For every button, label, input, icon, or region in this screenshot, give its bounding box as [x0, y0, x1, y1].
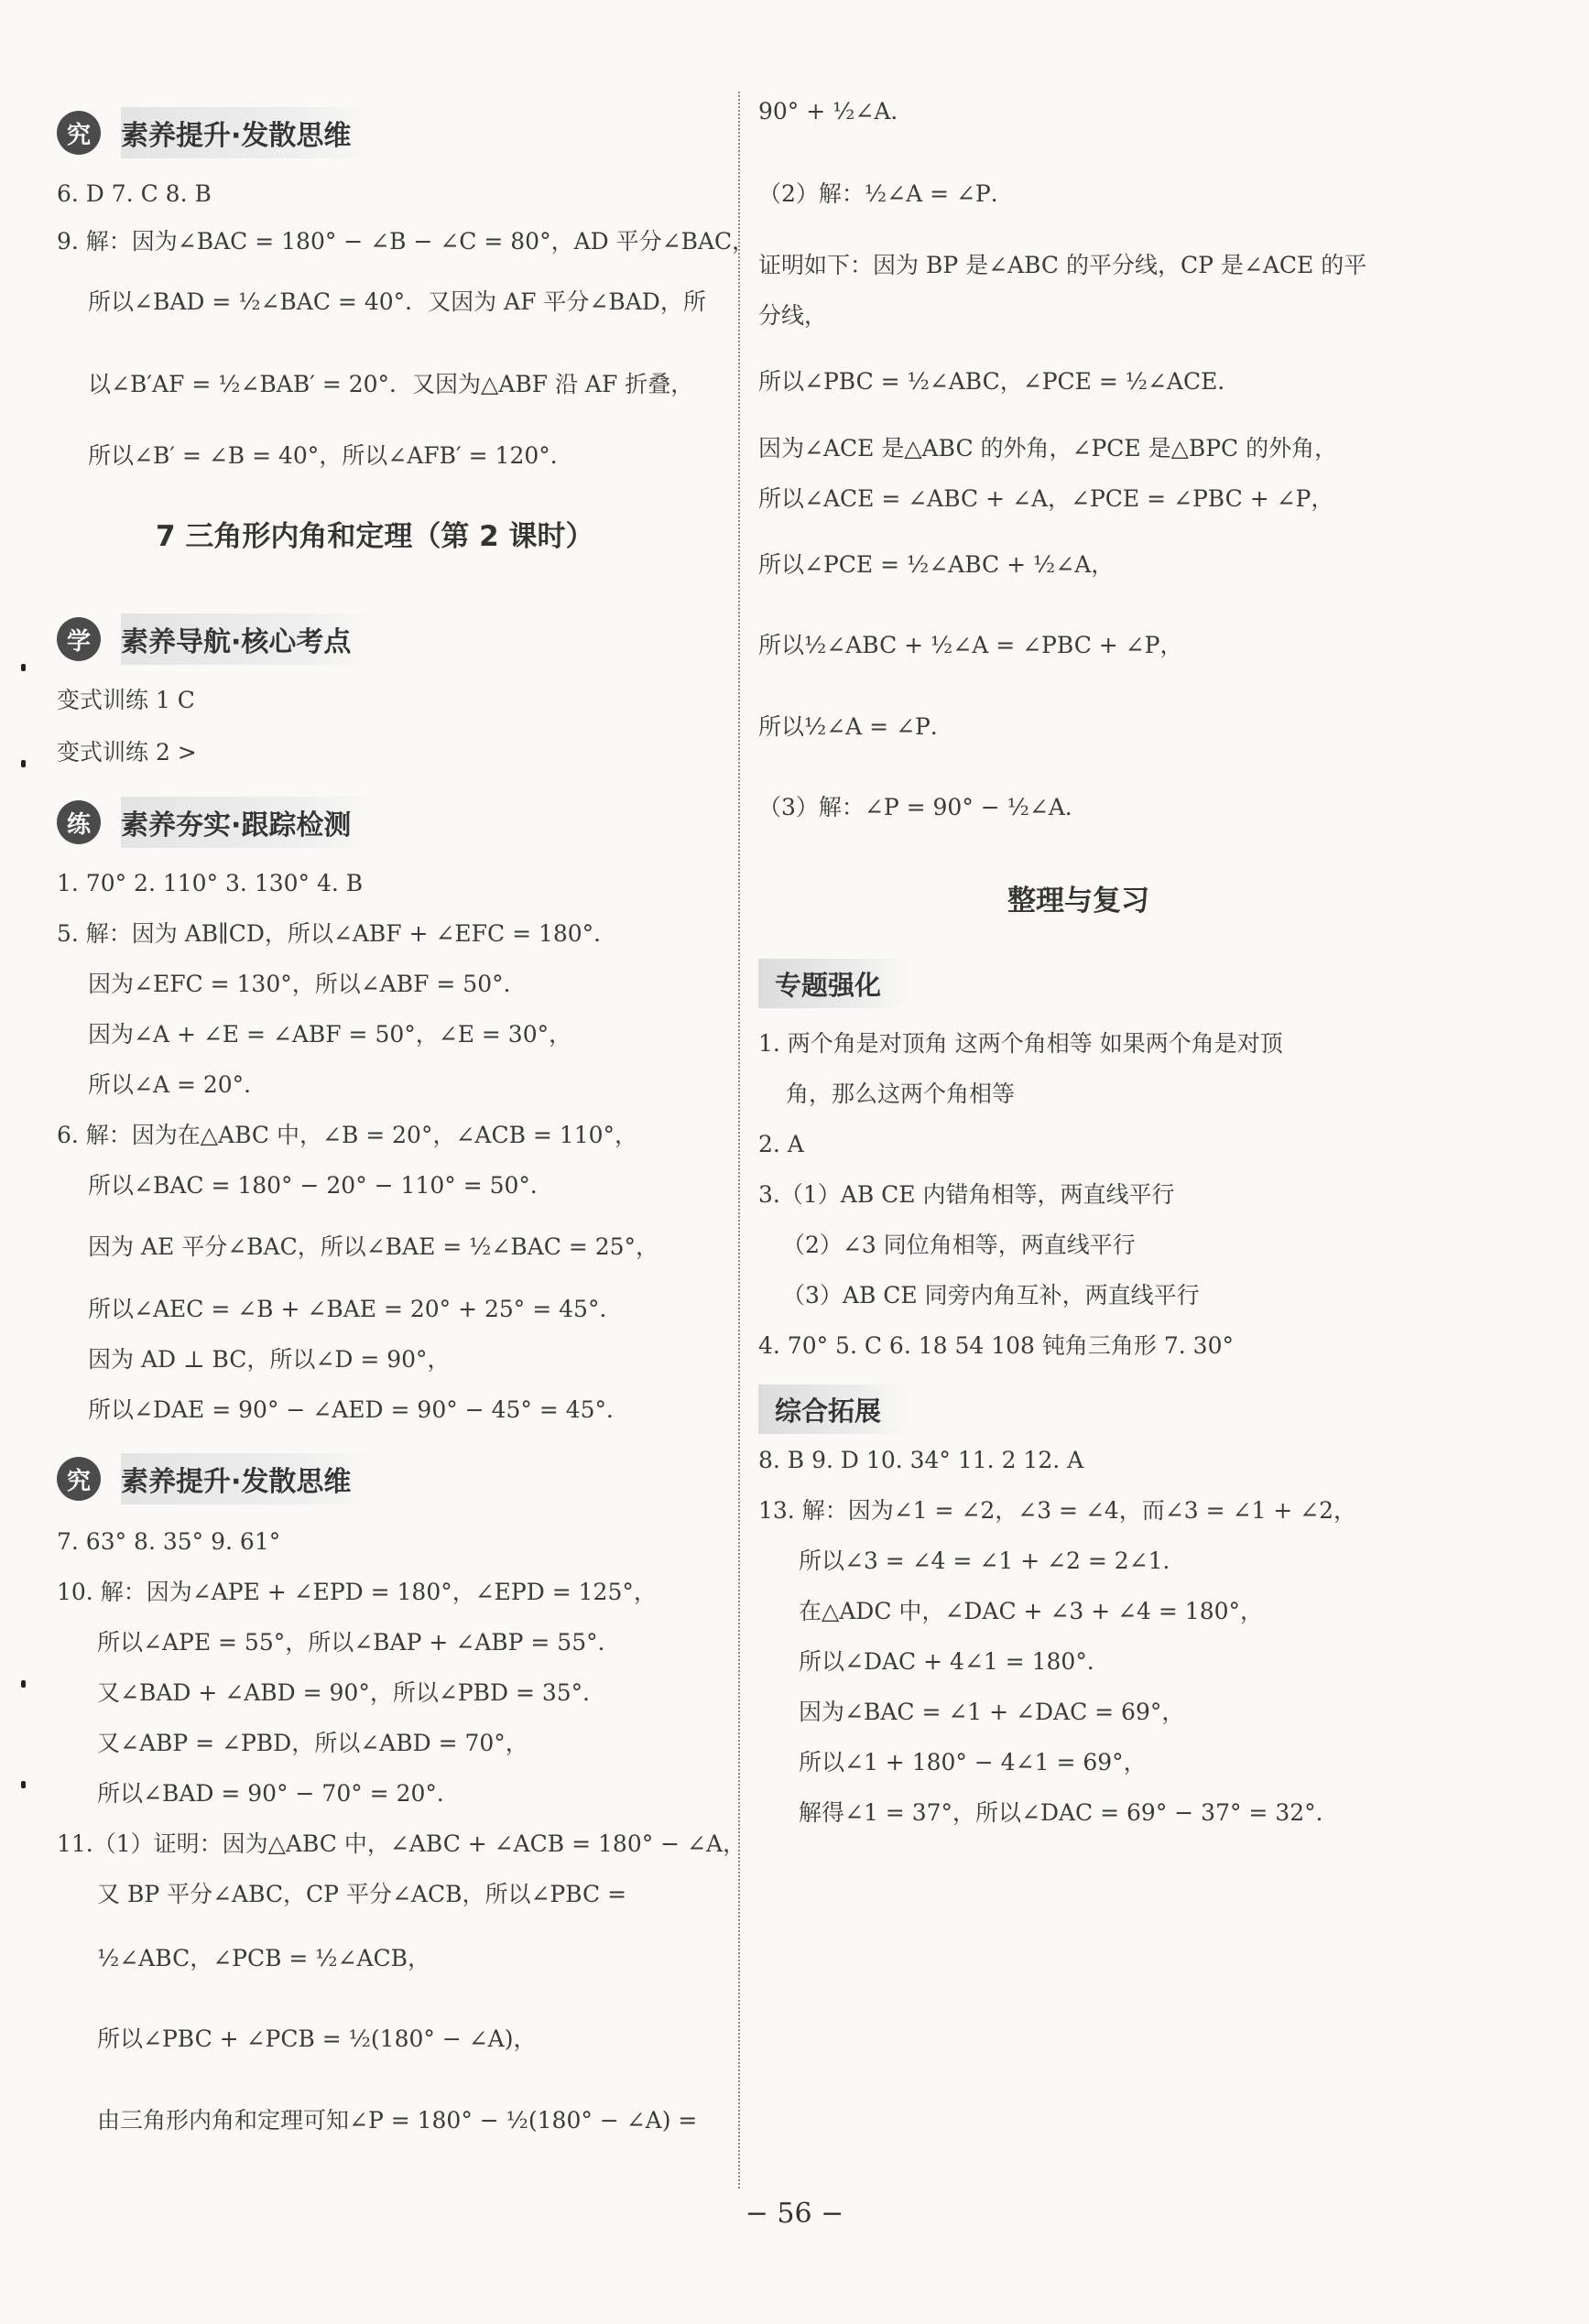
answer-line: （2）∠3 同位角相等，两直线平行	[782, 1232, 1136, 1258]
column-divider	[738, 92, 740, 2188]
scan-mark	[21, 664, 26, 671]
answer-line: 所以∠PBC = ½∠ABC，∠PCE = ½∠ACE．	[758, 368, 1241, 395]
answer-line: （3）解：∠P = 90° − ½∠A．	[758, 794, 1088, 820]
answer-line: 所以∠3 = ∠4 = ∠1 + ∠2 = 2∠1．	[799, 1548, 1186, 1574]
review-title: 整理与复习	[1007, 885, 1149, 918]
answer-line: 因为 AE 平分∠BAC，所以∠BAE = ½∠BAC = 25°，	[88, 1233, 659, 1260]
answer-line: 所以∠DAC + 4∠1 = 180°．	[799, 1648, 1110, 1675]
answer-line: 以∠B′AF = ½∠BAB′ = 20°．又因为△ABF 沿 AF 折叠，	[88, 371, 694, 397]
answer-line: 角，那么这两个角相等	[786, 1081, 1016, 1107]
answer-line: 因为∠EFC = 130°，所以∠ABF = 50°．	[88, 971, 527, 997]
answer-line: （3）AB CE 同旁内角互补，两直线平行	[782, 1282, 1200, 1309]
scan-mark	[21, 1781, 26, 1788]
answer-line: 2. A	[758, 1131, 804, 1157]
scan-mark	[21, 760, 26, 767]
answer-line: 10. 解：因为∠APE + ∠EPD = 180°，∠EPD = 125°，	[57, 1579, 657, 1605]
answer-line: 证明如下：因为 BP 是∠ABC 的平分线，CP 是∠ACE 的平	[758, 252, 1367, 278]
answer-line: 所以∠APE = 55°，所以∠BAP + ∠ABP = 55°．	[97, 1629, 621, 1656]
section-title: 素养导航·核心考点	[121, 614, 376, 665]
answer-line: 所以∠DAE = 90° − ∠AED = 90° − 45° = 45°．	[88, 1396, 630, 1423]
lesson-title: 7 三角形内角和定理（第 2 课时）	[156, 520, 594, 553]
answer-line: 所以∠BAD = 90° − 70° = 20°．	[97, 1780, 460, 1807]
answer-line: 在△ADC 中，∠DAC + ∠3 + ∠4 = 180°，	[799, 1598, 1264, 1624]
subsection-header: 专题强化	[758, 959, 909, 1008]
answer-line: 所以∠BAC = 180° − 20° − 110° = 50°．	[88, 1172, 553, 1199]
section-header-explore-2	[57, 1451, 376, 1506]
answer-line: 所以∠PBC + ∠PCB = ½(180° − ∠A)，	[97, 2025, 537, 2052]
section-header-learn	[57, 612, 376, 667]
section-title: 素养夯实·跟踪检测	[121, 797, 376, 848]
answer-line: 所以∠BAD = ½∠BAC = 40°．又因为 AF 平分∠BAD，所	[88, 288, 706, 315]
answer-line: 6. 解：因为在△ABC 中，∠B = 20°，∠ACB = 110°，	[57, 1122, 638, 1148]
answer-line: 1. 70° 2. 110° 3. 130° 4. B	[57, 870, 364, 896]
answer-line: 5. 解：因为 AB∥CD，所以∠ABF + ∠EFC = 180°．	[57, 920, 617, 947]
answer-line: 变式训练 1 C	[57, 687, 195, 713]
answer-line: 分线，	[758, 302, 828, 329]
answer-line: 所以∠B′ = ∠B = 40°，所以∠AFB′ = 120°．	[88, 442, 573, 469]
answer-line: 所以½∠ABC + ½∠A = ∠PBC + ∠P，	[758, 632, 1183, 658]
answer-line: 因为∠A + ∠E = ∠ABF = 50°，∠E = 30°，	[88, 1021, 572, 1048]
answer-line: 9. 解：因为∠BAC = 180° − ∠B − ∠C = 80°，AD 平分∠BAC，	[57, 228, 756, 255]
page-number: − 56 −	[745, 2198, 844, 2230]
answer-line: 11.（1）证明：因为△ABC 中，∠ABC + ∠ACB = 180° − ∠A，	[57, 1830, 746, 1857]
answer-line: （2）解：½∠A = ∠P．	[758, 180, 1014, 207]
answer-line: 所以∠PCE = ½∠ABC + ½∠A，	[758, 551, 1115, 578]
badge-explore-icon: 究	[57, 1457, 101, 1501]
answer-line: 又∠ABP = ∠PBD，所以∠ABD = 70°，	[97, 1730, 528, 1756]
answer-line: 变式训练 2 >	[57, 739, 197, 766]
subsection-header: 综合拓展	[758, 1385, 909, 1434]
answer-line: 因为∠BAC = ∠1 + ∠DAC = 69°，	[799, 1699, 1185, 1725]
badge-explore-icon: 究	[57, 111, 101, 155]
answer-line: 6. D 7. C 8. B	[57, 180, 212, 207]
answer-line: ½∠ABC，∠PCB = ½∠ACB，	[97, 1945, 431, 1971]
answer-line: 又 BP 平分∠ABC，CP 平分∠ACB，所以∠PBC =	[97, 1881, 627, 1907]
answer-line: 13. 解：因为∠1 = ∠2，∠3 = ∠4，而∠3 = ∠1 + ∠2，	[758, 1497, 1357, 1524]
answer-line: 因为 AD ⊥ BC，所以∠D = 90°，	[88, 1346, 451, 1373]
answer-line: 4. 70° 5. C 6. 18 54 108 钝角三角形 7. 30°	[758, 1332, 1234, 1359]
badge-practice-icon: 练	[57, 800, 101, 844]
scan-mark	[21, 1680, 26, 1688]
answer-line: 所以∠A = 20°．	[88, 1071, 267, 1098]
answer-line: 又∠BAD + ∠ABD = 90°，所以∠PBD = 35°．	[97, 1679, 606, 1706]
section-header-practice	[57, 795, 376, 850]
answer-line: 所以∠1 + 180° − 4∠1 = 69°，	[799, 1749, 1147, 1776]
badge-learn-icon: 学	[57, 617, 101, 661]
answer-line: 1. 两个角是对顶角 这两个角相等 如果两个角是对顶	[758, 1030, 1283, 1057]
answer-line: 由三角形内角和定理可知∠P = 180° − ½(180° − ∠A) =	[97, 2107, 698, 2134]
answer-line: 7. 63° 8. 35° 9. 61°	[57, 1528, 281, 1555]
answer-line: 解得∠1 = 37°，所以∠DAC = 69° − 37° = 32°．	[799, 1799, 1339, 1826]
answer-line: 90° + ½∠A．	[758, 98, 914, 125]
answer-line: 所以½∠A = ∠P．	[758, 713, 953, 740]
answer-line: 3.（1）AB CE 内错角相等，两直线平行	[758, 1181, 1175, 1208]
section-header-explore	[57, 105, 376, 160]
answer-line: 所以∠AEC = ∠B + ∠BAE = 20° + 25° = 45°．	[88, 1296, 623, 1322]
answer-line: 8. B 9. D 10. 34° 11. 2 12. A	[758, 1447, 1084, 1473]
answer-line: 因为∠ACE 是△ABC 的外角，∠PCE 是△BPC 的外角，	[758, 435, 1338, 462]
section-title: 素养提升·发散思维	[121, 1453, 376, 1504]
answer-line: 所以∠ACE = ∠ABC + ∠A，∠PCE = ∠PBC + ∠P，	[758, 485, 1334, 512]
section-title: 素养提升·发散思维	[121, 107, 376, 158]
